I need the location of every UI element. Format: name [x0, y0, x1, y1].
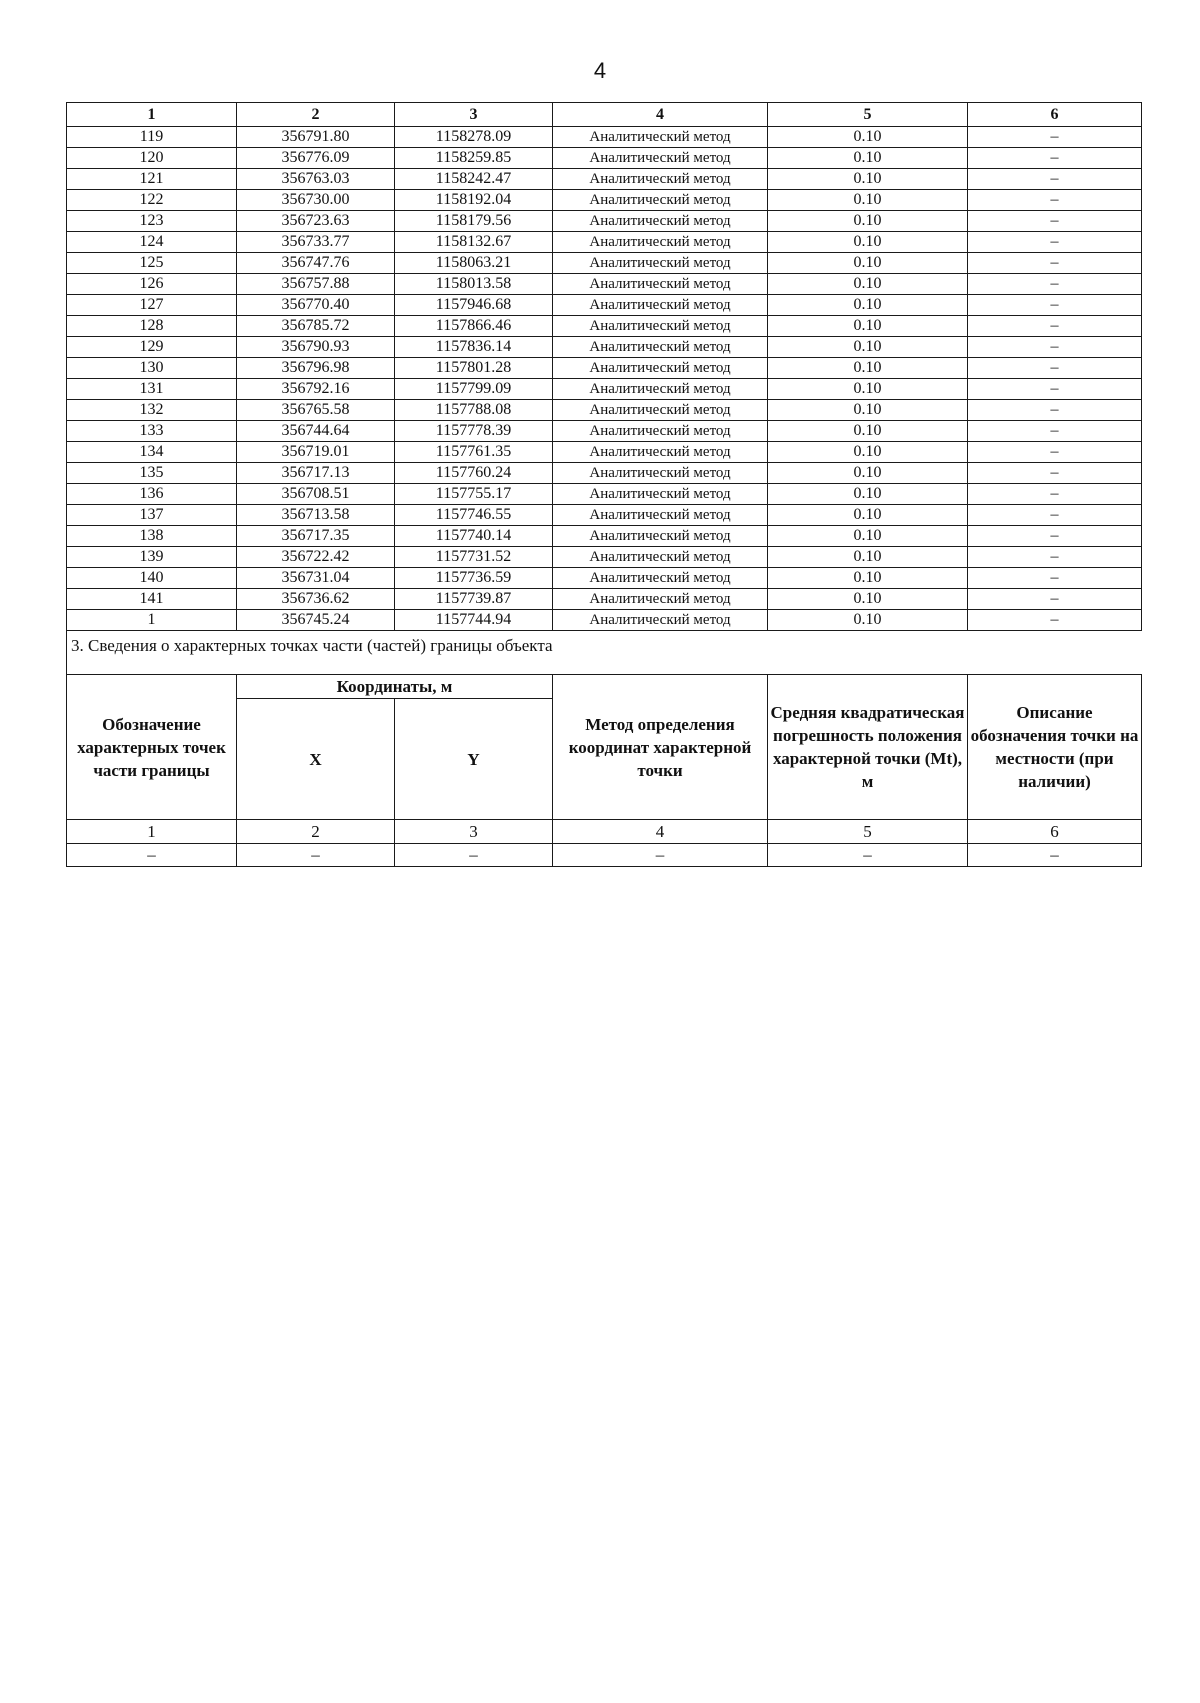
description-cell: – — [968, 358, 1142, 379]
table-row — [67, 589, 1142, 610]
table-row — [67, 148, 1142, 169]
column-number: 3 — [395, 103, 553, 127]
x-coordinate-cell: 356717.35 — [237, 526, 395, 547]
method-cell: Аналитический метод — [553, 505, 768, 526]
accuracy-cell: 0.10 — [768, 505, 968, 526]
table-row — [67, 274, 1142, 295]
table-cell: – — [67, 844, 237, 867]
section-3-data-row — [67, 844, 1142, 867]
point-cell: 123 — [67, 211, 237, 232]
method-cell: Аналитический метод — [553, 169, 768, 190]
point-cell: 135 — [67, 463, 237, 484]
accuracy-cell: 0.10 — [768, 295, 968, 316]
method-cell: Аналитический метод — [553, 232, 768, 253]
y-coordinate-cell: 1157778.39 — [395, 421, 553, 442]
point-cell: 140 — [67, 568, 237, 589]
table-row — [67, 547, 1142, 568]
description-cell: – — [968, 589, 1142, 610]
accuracy-cell: 0.10 — [768, 232, 968, 253]
column-number: 1 — [67, 820, 237, 844]
x-coordinate-cell: 356747.76 — [237, 253, 395, 274]
method-cell: Аналитический метод — [553, 547, 768, 568]
method-cell: Аналитический метод — [553, 568, 768, 589]
point-cell: 131 — [67, 379, 237, 400]
section-3-title: 3. Сведения о характерных точках части (частей) границы объекта — [67, 631, 1142, 675]
point-cell: 129 — [67, 337, 237, 358]
x-coordinate-cell: 356744.64 — [237, 421, 395, 442]
accuracy-cell: 0.10 — [768, 211, 968, 232]
page-number: 4 — [593, 58, 607, 83]
accuracy-cell: 0.10 — [768, 442, 968, 463]
point-cell: 122 — [67, 190, 237, 211]
column-number: 1 — [67, 103, 237, 127]
x-coordinate-cell: 356731.04 — [237, 568, 395, 589]
x-coordinate-cell: 356763.03 — [237, 169, 395, 190]
table-row — [67, 505, 1142, 526]
point-cell: 132 — [67, 400, 237, 421]
method-cell: Аналитический метод — [553, 148, 768, 169]
method-cell: Аналитический метод — [553, 400, 768, 421]
y-coordinate-cell: 1157731.52 — [395, 547, 553, 568]
table-row — [67, 568, 1142, 589]
table-cell: – — [553, 844, 768, 867]
accuracy-cell: 0.10 — [768, 400, 968, 421]
x-coordinate-cell: 356791.80 — [237, 127, 395, 148]
column-number: 4 — [553, 820, 768, 844]
table-row — [67, 610, 1142, 631]
x-coordinate-cell: 356785.72 — [237, 316, 395, 337]
point-cell: 134 — [67, 442, 237, 463]
method-cell: Аналитический метод — [553, 463, 768, 484]
x-coordinate-cell: 356733.77 — [237, 232, 395, 253]
x-coordinate-cell: 356796.98 — [237, 358, 395, 379]
y-coordinate-cell: 1157946.68 — [395, 295, 553, 316]
section-3-header-row — [67, 675, 1142, 699]
y-coordinate-cell: 1158179.56 — [395, 211, 553, 232]
x-coordinate-cell: 356757.88 — [237, 274, 395, 295]
point-cell: 136 — [67, 484, 237, 505]
table-row — [67, 442, 1142, 463]
x-coordinate-cell: 356730.00 — [237, 190, 395, 211]
method-cell: Аналитический метод — [553, 337, 768, 358]
point-cell: 124 — [67, 232, 237, 253]
x-coordinate-cell: 356792.16 — [237, 379, 395, 400]
table-row — [67, 232, 1142, 253]
method-cell: Аналитический метод — [553, 442, 768, 463]
table-row — [67, 484, 1142, 505]
y-coordinate-cell: 1157836.14 — [395, 337, 553, 358]
point-cell: 137 — [67, 505, 237, 526]
y-coordinate-cell: 1157746.55 — [395, 505, 553, 526]
method-cell: Аналитический метод — [553, 484, 768, 505]
accuracy-cell: 0.10 — [768, 568, 968, 589]
y-coordinate-cell: 1158242.47 — [395, 169, 553, 190]
table-row — [67, 421, 1142, 442]
point-cell: 125 — [67, 253, 237, 274]
method-cell: Аналитический метод — [553, 358, 768, 379]
y-coordinate-cell: 1157736.59 — [395, 568, 553, 589]
column-number: 5 — [768, 103, 968, 127]
column-number: 2 — [237, 820, 395, 844]
description-cell: – — [968, 526, 1142, 547]
table-row — [67, 400, 1142, 421]
accuracy-cell: 0.10 — [768, 169, 968, 190]
x-coordinate-cell: 356723.63 — [237, 211, 395, 232]
point-cell: 120 — [67, 148, 237, 169]
column-number: 6 — [968, 820, 1142, 844]
table-row — [67, 463, 1142, 484]
boundary-points-table — [66, 102, 1142, 867]
y-coordinate-cell: 1158259.85 — [395, 148, 553, 169]
point-cell: 133 — [67, 421, 237, 442]
method-cell: Аналитический метод — [553, 127, 768, 148]
x-coordinate-cell: 356776.09 — [237, 148, 395, 169]
section-3-column-number-row — [67, 820, 1142, 844]
method-cell: Аналитический метод — [553, 190, 768, 211]
column-number-row — [67, 103, 1142, 127]
description-cell: – — [968, 463, 1142, 484]
table-body — [67, 103, 1142, 867]
section-3-title-row — [67, 631, 1142, 675]
x-coordinate-cell: 356713.58 — [237, 505, 395, 526]
table-row — [67, 253, 1142, 274]
description-cell: – — [968, 400, 1142, 421]
x-coordinate-cell: 356790.93 — [237, 337, 395, 358]
accuracy-cell: 0.10 — [768, 253, 968, 274]
accuracy-cell: 0.10 — [768, 337, 968, 358]
x-coordinate-cell: 356708.51 — [237, 484, 395, 505]
table-cell: – — [395, 844, 553, 867]
description-cell: – — [968, 379, 1142, 400]
method-cell: Аналитический метод — [553, 211, 768, 232]
column-number: 2 — [237, 103, 395, 127]
point-cell: 119 — [67, 127, 237, 148]
y-coordinate-cell: 1158063.21 — [395, 253, 553, 274]
table-cell: – — [768, 844, 968, 867]
y-coordinate-cell: 1157866.46 — [395, 316, 553, 337]
accuracy-cell: 0.10 — [768, 610, 968, 631]
column-number: 6 — [968, 103, 1142, 127]
x-coordinate-cell: 356717.13 — [237, 463, 395, 484]
accuracy-cell: 0.10 — [768, 421, 968, 442]
y-coordinate-cell: 1157760.24 — [395, 463, 553, 484]
y-coordinate-cell: 1158132.67 — [395, 232, 553, 253]
accuracy-cell: 0.10 — [768, 547, 968, 568]
method-cell: Аналитический метод — [553, 253, 768, 274]
x-coordinate-cell: 356765.58 — [237, 400, 395, 421]
description-cell: – — [968, 610, 1142, 631]
column-number: 3 — [395, 820, 553, 844]
description-cell: – — [968, 421, 1142, 442]
description-cell: – — [968, 337, 1142, 358]
method-cell: Аналитический метод — [553, 421, 768, 442]
point-cell: 141 — [67, 589, 237, 610]
x-coordinate-cell: 356736.62 — [237, 589, 395, 610]
column-number: 5 — [768, 820, 968, 844]
x-coordinate-cell: 356719.01 — [237, 442, 395, 463]
x-coordinate-cell: 356770.40 — [237, 295, 395, 316]
x-coordinate-cell: 356745.24 — [237, 610, 395, 631]
point-cell: 138 — [67, 526, 237, 547]
header-point-designation: Обозначение характерных точек части границы — [67, 675, 237, 820]
y-coordinate-cell: 1157740.14 — [395, 526, 553, 547]
method-cell: Аналитический метод — [553, 316, 768, 337]
header-method: Метод определения координат характерной точки — [553, 675, 768, 820]
description-cell: – — [968, 148, 1142, 169]
table-row — [67, 169, 1142, 190]
header-y: Y — [395, 699, 553, 820]
table-row — [67, 379, 1142, 400]
description-cell: – — [968, 568, 1142, 589]
point-cell: 121 — [67, 169, 237, 190]
column-number: 4 — [553, 103, 768, 127]
description-cell: – — [968, 295, 1142, 316]
method-cell: Аналитический метод — [553, 589, 768, 610]
point-cell: 1 — [67, 610, 237, 631]
accuracy-cell: 0.10 — [768, 379, 968, 400]
y-coordinate-cell: 1157788.08 — [395, 400, 553, 421]
y-coordinate-cell: 1158013.58 — [395, 274, 553, 295]
table-row — [67, 127, 1142, 148]
table-row — [67, 295, 1142, 316]
table-cell: – — [237, 844, 395, 867]
method-cell: Аналитический метод — [553, 379, 768, 400]
x-coordinate-cell: 356722.42 — [237, 547, 395, 568]
accuracy-cell: 0.10 — [768, 358, 968, 379]
description-cell: – — [968, 442, 1142, 463]
point-cell: 127 — [67, 295, 237, 316]
accuracy-cell: 0.10 — [768, 589, 968, 610]
table-row — [67, 358, 1142, 379]
point-cell: 126 — [67, 274, 237, 295]
y-coordinate-cell: 1157801.28 — [395, 358, 553, 379]
header-x: X — [237, 699, 395, 820]
y-coordinate-cell: 1157799.09 — [395, 379, 553, 400]
point-cell: 130 — [67, 358, 237, 379]
accuracy-cell: 0.10 — [768, 148, 968, 169]
y-coordinate-cell: 1157755.17 — [395, 484, 553, 505]
accuracy-cell: 0.10 — [768, 463, 968, 484]
header-description: Описание обозначения точки на местности (при наличии) — [968, 675, 1142, 820]
y-coordinate-cell: 1158192.04 — [395, 190, 553, 211]
accuracy-cell: 0.10 — [768, 274, 968, 295]
y-coordinate-cell: 1157744.94 — [395, 610, 553, 631]
description-cell: – — [968, 211, 1142, 232]
description-cell: – — [968, 253, 1142, 274]
header-accuracy: Средняя квадратическая погрешность положения характерной точки (Mt), м — [768, 675, 968, 820]
y-coordinate-cell: 1157739.87 — [395, 589, 553, 610]
description-cell: – — [968, 190, 1142, 211]
y-coordinate-cell: 1157761.35 — [395, 442, 553, 463]
point-cell: 128 — [67, 316, 237, 337]
table-row — [67, 316, 1142, 337]
table-row — [67, 526, 1142, 547]
accuracy-cell: 0.10 — [768, 190, 968, 211]
table-row — [67, 211, 1142, 232]
point-cell: 139 — [67, 547, 237, 568]
description-cell: – — [968, 316, 1142, 337]
description-cell: – — [968, 274, 1142, 295]
accuracy-cell: 0.10 — [768, 127, 968, 148]
method-cell: Аналитический метод — [553, 610, 768, 631]
table-row — [67, 190, 1142, 211]
accuracy-cell: 0.10 — [768, 484, 968, 505]
description-cell: – — [968, 232, 1142, 253]
table-cell: – — [968, 844, 1142, 867]
description-cell: – — [968, 484, 1142, 505]
y-coordinate-cell: 1158278.09 — [395, 127, 553, 148]
accuracy-cell: 0.10 — [768, 526, 968, 547]
method-cell: Аналитический метод — [553, 274, 768, 295]
description-cell: – — [968, 169, 1142, 190]
accuracy-cell: 0.10 — [768, 316, 968, 337]
method-cell: Аналитический метод — [553, 526, 768, 547]
description-cell: – — [968, 127, 1142, 148]
description-cell: – — [968, 547, 1142, 568]
table-row — [67, 337, 1142, 358]
description-cell: – — [968, 505, 1142, 526]
method-cell: Аналитический метод — [553, 295, 768, 316]
header-coordinates: Координаты, м — [237, 675, 553, 699]
